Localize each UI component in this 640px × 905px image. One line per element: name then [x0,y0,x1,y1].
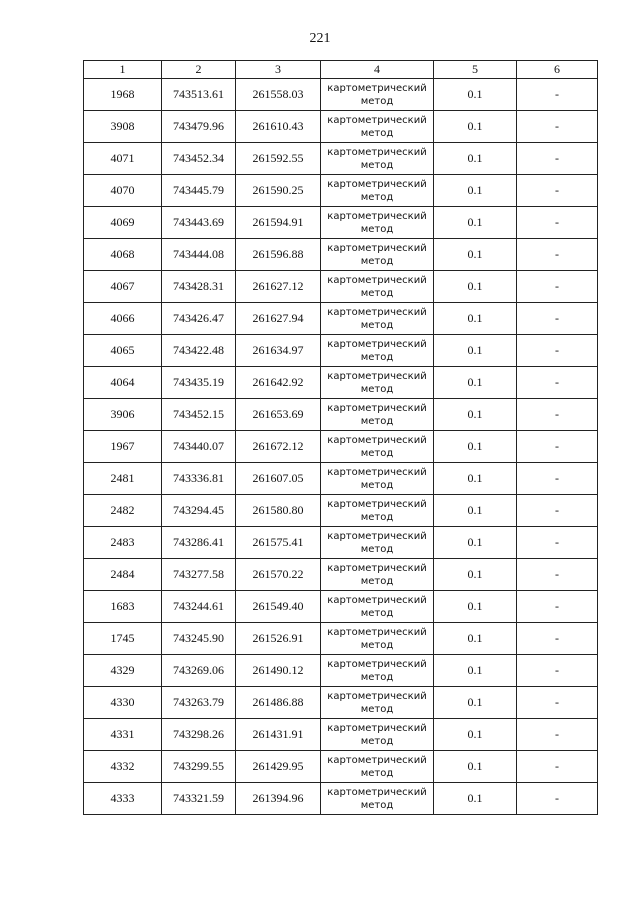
x-coordinate-cell: 743245.90 [162,623,236,655]
point-number-cell: 4331 [84,719,162,751]
accuracy-cell: 0.1 [434,751,517,783]
note-cell: - [517,655,598,687]
note-cell: - [517,527,598,559]
table-row [84,719,598,751]
point-number-cell: 4064 [84,367,162,399]
method-text-line1: картометрический [327,786,427,798]
y-coordinate-cell: 261394.96 [236,783,321,815]
method-text-line1: картометрический [327,722,427,734]
accuracy-cell: 0.1 [434,559,517,591]
table-row [84,591,598,623]
note-cell: - [517,591,598,623]
method-cell [321,591,434,623]
y-coordinate-cell: 261592.55 [236,143,321,175]
method-text-line1: картометрический [327,498,427,510]
method-text-line1: картометрический [327,242,427,254]
method-text-line2: метод [360,671,394,683]
accuracy-cell: 0.1 [434,399,517,431]
method-cell [321,271,434,303]
x-coordinate-cell: 743286.41 [162,527,236,559]
method-text-line1: картометрический [327,530,427,542]
y-coordinate-cell: 261570.22 [236,559,321,591]
table-row [84,431,598,463]
x-coordinate-cell: 743452.34 [162,143,236,175]
point-number-cell: 2483 [84,527,162,559]
point-number-cell: 4065 [84,335,162,367]
method-cell [321,463,434,495]
method-text-line1: картометрический [327,594,427,606]
table-row [84,111,598,143]
point-number-cell: 2484 [84,559,162,591]
method-cell [321,399,434,431]
method-text-line1: картометрический [327,466,427,478]
x-coordinate-cell: 743298.26 [162,719,236,751]
method-text-line1: картометрический [327,754,427,766]
y-coordinate-cell: 261580.80 [236,495,321,527]
method-text-line1: картометрический [327,306,427,318]
method-cell [321,623,434,655]
accuracy-cell: 0.1 [434,79,517,111]
point-number-cell: 2481 [84,463,162,495]
method-text-line1: картометрический [327,562,427,574]
method-text-line1: картометрический [327,114,427,126]
y-coordinate-cell: 261594.91 [236,207,321,239]
accuracy-cell: 0.1 [434,591,517,623]
x-coordinate-cell: 743444.08 [162,239,236,271]
point-number-cell: 4071 [84,143,162,175]
method-text-line2: метод [360,191,394,203]
point-number-cell: 3906 [84,399,162,431]
method-cell [321,559,434,591]
x-coordinate-cell: 743336.81 [162,463,236,495]
method-text-line2: метод [360,639,394,651]
coordinates-table [83,60,598,815]
x-coordinate-cell: 743269.06 [162,655,236,687]
accuracy-cell: 0.1 [434,655,517,687]
x-coordinate-cell: 743440.07 [162,431,236,463]
table-row [84,335,598,367]
method-text-line1: картометрический [327,626,427,638]
method-text-line2: метод [360,735,394,747]
method-text-line1: картометрический [327,370,427,382]
y-coordinate-cell: 261486.88 [236,687,321,719]
method-text-line2: метод [360,159,394,171]
accuracy-cell: 0.1 [434,719,517,751]
table-row [84,527,598,559]
table-row [84,79,598,111]
method-cell [321,207,434,239]
note-cell: - [517,367,598,399]
point-number-cell: 4066 [84,303,162,335]
method-cell [321,655,434,687]
y-coordinate-cell: 261590.25 [236,175,321,207]
accuracy-cell: 0.1 [434,335,517,367]
y-coordinate-cell: 261642.92 [236,367,321,399]
table-row [84,303,598,335]
point-number-cell: 4333 [84,783,162,815]
column-header: 2 [162,61,236,79]
method-text-line1: картометрический [327,178,427,190]
y-coordinate-cell: 261558.03 [236,79,321,111]
point-number-cell: 4332 [84,751,162,783]
method-text-line1: картометрический [327,434,427,446]
accuracy-cell: 0.1 [434,527,517,559]
accuracy-cell: 0.1 [434,367,517,399]
note-cell: - [517,687,598,719]
table-row [84,143,598,175]
method-cell [321,719,434,751]
point-number-cell: 2482 [84,495,162,527]
method-text-line2: метод [360,767,394,779]
column-header: 3 [236,61,321,79]
note-cell: - [517,783,598,815]
accuracy-cell: 0.1 [434,623,517,655]
y-coordinate-cell: 261429.95 [236,751,321,783]
y-coordinate-cell: 261607.05 [236,463,321,495]
method-text-line2: метод [360,319,394,331]
table-row [84,207,598,239]
method-cell [321,495,434,527]
method-text-line2: метод [360,607,394,619]
y-coordinate-cell: 261549.40 [236,591,321,623]
table-row [84,399,598,431]
method-text-line1: картометрический [327,658,427,670]
accuracy-cell: 0.1 [434,431,517,463]
y-coordinate-cell: 261575.41 [236,527,321,559]
method-cell [321,687,434,719]
table-row [84,655,598,687]
note-cell: - [517,399,598,431]
method-text-line2: метод [360,287,394,299]
note-cell: - [517,207,598,239]
point-number-cell: 1683 [84,591,162,623]
note-cell: - [517,271,598,303]
accuracy-cell: 0.1 [434,175,517,207]
method-cell [321,143,434,175]
point-number-cell: 4067 [84,271,162,303]
column-header: 4 [321,61,434,79]
method-text-line1: картометрический [327,338,427,350]
method-cell [321,303,434,335]
point-number-cell: 4069 [84,207,162,239]
accuracy-cell: 0.1 [434,495,517,527]
table-row [84,175,598,207]
y-coordinate-cell: 261627.12 [236,271,321,303]
method-text-line2: метод [360,383,394,395]
method-cell [321,527,434,559]
method-text-line2: метод [360,223,394,235]
y-coordinate-cell: 261627.94 [236,303,321,335]
note-cell: - [517,495,598,527]
column-header: 1 [84,61,162,79]
method-text-line1: картометрический [327,82,427,94]
method-text-line2: метод [360,415,394,427]
method-cell [321,431,434,463]
table-row [84,623,598,655]
method-text-line2: метод [360,799,394,811]
note-cell: - [517,175,598,207]
method-text-line2: метод [360,511,394,523]
y-coordinate-cell: 261634.97 [236,335,321,367]
y-coordinate-cell: 261653.69 [236,399,321,431]
table-row [84,495,598,527]
method-text-line1: картометрический [327,146,427,158]
method-text-line2: метод [360,255,394,267]
method-cell [321,175,434,207]
note-cell: - [517,143,598,175]
method-text-line1: картометрический [327,402,427,414]
note-cell: - [517,431,598,463]
table-row [84,367,598,399]
accuracy-cell: 0.1 [434,687,517,719]
point-number-cell: 1745 [84,623,162,655]
column-header: 5 [434,61,517,79]
x-coordinate-cell: 743443.69 [162,207,236,239]
note-cell: - [517,79,598,111]
note-cell: - [517,239,598,271]
accuracy-cell: 0.1 [434,303,517,335]
table-row [84,687,598,719]
y-coordinate-cell: 261596.88 [236,239,321,271]
x-coordinate-cell: 743426.47 [162,303,236,335]
column-header: 6 [517,61,598,79]
x-coordinate-cell: 743263.79 [162,687,236,719]
accuracy-cell: 0.1 [434,207,517,239]
method-cell [321,111,434,143]
method-text-line2: метод [360,703,394,715]
x-coordinate-cell: 743513.61 [162,79,236,111]
x-coordinate-cell: 743428.31 [162,271,236,303]
method-text-line2: метод [360,127,394,139]
table-row [84,783,598,815]
note-cell: - [517,111,598,143]
method-text-line1: картометрический [327,210,427,222]
point-number-cell: 4329 [84,655,162,687]
method-text-line2: метод [360,95,394,107]
method-text-line2: метод [360,479,394,491]
x-coordinate-cell: 743299.55 [162,751,236,783]
method-cell [321,335,434,367]
y-coordinate-cell: 261490.12 [236,655,321,687]
y-coordinate-cell: 261431.91 [236,719,321,751]
note-cell: - [517,303,598,335]
x-coordinate-cell: 743277.58 [162,559,236,591]
method-cell [321,783,434,815]
table-row [84,751,598,783]
table-header-row [84,61,598,79]
page-number: 221 [309,31,331,46]
accuracy-cell: 0.1 [434,783,517,815]
method-text-line1: картометрический [327,690,427,702]
point-number-cell: 4070 [84,175,162,207]
coordinates-table-body [84,61,598,815]
point-number-cell: 4330 [84,687,162,719]
method-text-line2: метод [360,447,394,459]
x-coordinate-cell: 743244.61 [162,591,236,623]
note-cell: - [517,335,598,367]
note-cell: - [517,559,598,591]
note-cell: - [517,623,598,655]
note-cell: - [517,463,598,495]
point-number-cell: 4068 [84,239,162,271]
method-cell [321,79,434,111]
method-text-line2: метод [360,351,394,363]
method-cell [321,751,434,783]
x-coordinate-cell: 743479.96 [162,111,236,143]
x-coordinate-cell: 743445.79 [162,175,236,207]
x-coordinate-cell: 743435.19 [162,367,236,399]
method-text-line2: метод [360,543,394,555]
x-coordinate-cell: 743321.59 [162,783,236,815]
accuracy-cell: 0.1 [434,143,517,175]
y-coordinate-cell: 261672.12 [236,431,321,463]
method-cell [321,239,434,271]
method-cell [321,367,434,399]
method-text-line2: метод [360,575,394,587]
point-number-cell: 1967 [84,431,162,463]
note-cell: - [517,751,598,783]
accuracy-cell: 0.1 [434,463,517,495]
table-row [84,559,598,591]
point-number-cell: 3908 [84,111,162,143]
x-coordinate-cell: 743452.15 [162,399,236,431]
method-text-line1: картометрический [327,274,427,286]
accuracy-cell: 0.1 [434,271,517,303]
point-number-cell: 1968 [84,79,162,111]
accuracy-cell: 0.1 [434,111,517,143]
x-coordinate-cell: 743422.48 [162,335,236,367]
accuracy-cell: 0.1 [434,239,517,271]
table-row [84,239,598,271]
note-cell: - [517,719,598,751]
y-coordinate-cell: 261610.43 [236,111,321,143]
table-row [84,271,598,303]
x-coordinate-cell: 743294.45 [162,495,236,527]
table-row [84,463,598,495]
y-coordinate-cell: 261526.91 [236,623,321,655]
